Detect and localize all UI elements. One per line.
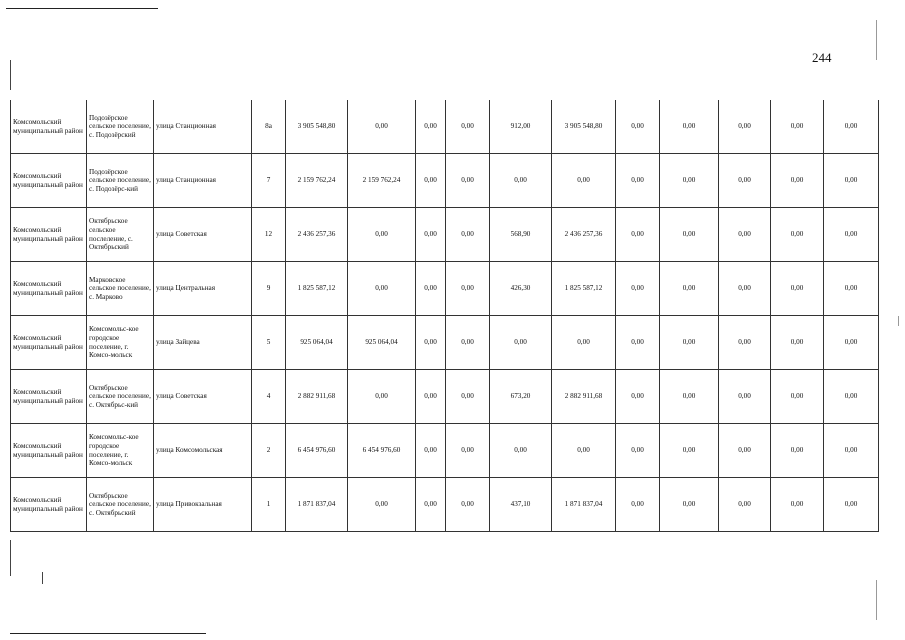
district-cell: Комсомольский муниципальный район: [11, 154, 87, 208]
amount-cell: 0,00: [660, 370, 719, 424]
settlement-cell: Марковское сельское поселение, с. Марково: [87, 262, 154, 316]
table-row: [11, 100, 879, 154]
settlement-cell: Октябрьское сельское поселение, с. Октябрьский: [87, 478, 154, 532]
amount-cell: 0,00: [348, 208, 416, 262]
amount-cell: 673,20: [490, 370, 552, 424]
amount-cell: 925 064,04: [348, 316, 416, 370]
table-row: [11, 424, 879, 478]
amount-cell: 0,00: [719, 100, 771, 154]
amount-cell: 0,00: [719, 370, 771, 424]
amount-cell: 0,00: [824, 100, 879, 154]
amount-cell: 0,00: [660, 208, 719, 262]
amount-cell: 1 825 587,12: [286, 262, 348, 316]
amount-cell: 0,00: [660, 100, 719, 154]
amount-cell: 0,00: [616, 262, 660, 316]
street-cell: улица Станционная: [154, 154, 252, 208]
amount-cell: 0,00: [348, 478, 416, 532]
amount-cell: 0,00: [446, 100, 490, 154]
amount-cell: 0,00: [824, 262, 879, 316]
amount-cell: 0,00: [824, 208, 879, 262]
amount-cell: 0,00: [552, 154, 616, 208]
amount-cell: 0,00: [416, 316, 446, 370]
amount-cell: 0,00: [771, 100, 824, 154]
amount-cell: 0,00: [446, 208, 490, 262]
amount-cell: 0,00: [660, 316, 719, 370]
settlement-cell: Комсомольс-кое городское поселение, г. Комсо-мольск: [87, 316, 154, 370]
amount-cell: 1 825 587,12: [552, 262, 616, 316]
amount-cell: 0,00: [348, 262, 416, 316]
amount-cell: 2 882 911,68: [286, 370, 348, 424]
amount-cell: 0,00: [490, 154, 552, 208]
amount-cell: 0,00: [616, 370, 660, 424]
house-number-cell: 7: [252, 154, 286, 208]
amount-cell: 0,00: [660, 154, 719, 208]
amount-cell: 0,00: [616, 100, 660, 154]
bottom-rule: [10, 633, 206, 634]
amount-cell: 0,00: [771, 424, 824, 478]
house-number-cell: 5: [252, 316, 286, 370]
street-cell: улица Станционная: [154, 100, 252, 154]
settlement-cell: Подозёрское сельское поселение, с. Подозёрский: [87, 100, 154, 154]
amount-cell: 0,00: [616, 154, 660, 208]
amount-cell: 0,00: [719, 262, 771, 316]
district-cell: Комсомольский муниципальный район: [11, 424, 87, 478]
amount-cell: 0,00: [719, 208, 771, 262]
amount-cell: 2 436 257,36: [286, 208, 348, 262]
amount-cell: 0,00: [616, 478, 660, 532]
top-rule: [6, 8, 158, 9]
house-number-cell: 2: [252, 424, 286, 478]
amount-cell: 2 159 762,24: [286, 154, 348, 208]
house-number-cell: 1: [252, 478, 286, 532]
amount-cell: 3 905 548,80: [286, 100, 348, 154]
amount-cell: 925 064,04: [286, 316, 348, 370]
district-cell: Комсомольский муниципальный район: [11, 370, 87, 424]
amount-cell: 0,00: [824, 424, 879, 478]
amount-cell: 0,00: [771, 316, 824, 370]
margin-mark: [42, 572, 43, 584]
amount-cell: 0,00: [446, 370, 490, 424]
amount-cell: 0,00: [616, 208, 660, 262]
amount-cell: 437,10: [490, 478, 552, 532]
table-row: [11, 262, 879, 316]
amount-cell: 0,00: [446, 316, 490, 370]
amount-cell: 0,00: [824, 478, 879, 532]
amount-cell: 0,00: [824, 370, 879, 424]
amount-cell: 1 871 837,04: [286, 478, 348, 532]
margin-mark: [10, 540, 11, 576]
settlement-cell: Октябрьское сельское послелениe, с. Октябрьский: [87, 208, 154, 262]
table-row: [11, 316, 879, 370]
amount-cell: 0,00: [552, 424, 616, 478]
margin-mark: [10, 60, 11, 90]
amount-cell: 0,00: [660, 478, 719, 532]
amount-cell: 0,00: [446, 262, 490, 316]
street-cell: улица Советская: [154, 208, 252, 262]
house-number-cell: 8а: [252, 100, 286, 154]
amount-cell: 1 871 837,04: [552, 478, 616, 532]
margin-mark: [876, 580, 877, 620]
amount-cell: 0,00: [446, 478, 490, 532]
amount-cell: 0,00: [416, 100, 446, 154]
amount-cell: 0,00: [824, 154, 879, 208]
amount-cell: 0,00: [719, 424, 771, 478]
amount-cell: 0,00: [490, 316, 552, 370]
amount-cell: 3 905 548,80: [552, 100, 616, 154]
amount-cell: 0,00: [771, 262, 824, 316]
amount-cell: 0,00: [771, 478, 824, 532]
amount-cell: 426,30: [490, 262, 552, 316]
table-row: [11, 370, 879, 424]
table-row: [11, 208, 879, 262]
amount-cell: 0,00: [660, 424, 719, 478]
settlement-cell: Октябрьское сельское поселение, с. Октябрьс-кий: [87, 370, 154, 424]
amount-cell: 6 454 976,60: [286, 424, 348, 478]
amount-cell: 0,00: [719, 154, 771, 208]
amount-cell: 0,00: [660, 262, 719, 316]
amount-cell: 0,00: [616, 424, 660, 478]
house-number-cell: 12: [252, 208, 286, 262]
house-number-cell: 9: [252, 262, 286, 316]
amount-cell: 0,00: [771, 154, 824, 208]
amount-cell: 0,00: [416, 154, 446, 208]
district-cell: Комсомольский муниципальный район: [11, 478, 87, 532]
amount-cell: 6 454 976,60: [348, 424, 416, 478]
district-cell: Комсомольский муниципальный район: [11, 208, 87, 262]
amount-cell: 0,00: [348, 370, 416, 424]
amount-cell: 0,00: [416, 262, 446, 316]
settlement-cell: Подозёрское сельское поселение, с. Подозёрс-кий: [87, 154, 154, 208]
amount-cell: 0,00: [771, 370, 824, 424]
street-cell: улица Советская: [154, 370, 252, 424]
amount-cell: 0,00: [824, 316, 879, 370]
margin-mark: [876, 20, 877, 60]
table-row: [11, 478, 879, 532]
house-number-cell: 4: [252, 370, 286, 424]
street-cell: улица Комсомольская: [154, 424, 252, 478]
amount-cell: 0,00: [416, 208, 446, 262]
amount-cell: 2 436 257,36: [552, 208, 616, 262]
district-cell: Комсомольский муниципальный район: [11, 316, 87, 370]
page-number: 244: [812, 50, 832, 65]
amount-cell: 0,00: [416, 424, 446, 478]
settlement-cell: Комсомольс-кое городское поселение, г. Комсо-мольск: [87, 424, 154, 478]
street-cell: улица Центральная: [154, 262, 252, 316]
district-cell: Комсомольский муниципальный район: [11, 100, 87, 154]
amount-cell: 0,00: [416, 370, 446, 424]
amount-cell: 0,00: [490, 424, 552, 478]
amount-cell: 0,00: [552, 316, 616, 370]
amount-cell: 0,00: [616, 316, 660, 370]
amount-cell: 0,00: [719, 478, 771, 532]
district-cell: Комсомольский муниципальный район: [11, 262, 87, 316]
amount-cell: 0,00: [719, 316, 771, 370]
amount-cell: 2 159 762,24: [348, 154, 416, 208]
amount-cell: 912,00: [490, 100, 552, 154]
street-cell: улица Привокзальная: [154, 478, 252, 532]
amount-cell: 2 882 911,68: [552, 370, 616, 424]
street-cell: улица Зайцева: [154, 316, 252, 370]
margin-mark: [898, 316, 899, 326]
table-row: [11, 154, 879, 208]
data-table: [10, 100, 879, 532]
amount-cell: 0,00: [348, 100, 416, 154]
amount-cell: 0,00: [416, 478, 446, 532]
amount-cell: 568,90: [490, 208, 552, 262]
amount-cell: 0,00: [771, 208, 824, 262]
amount-cell: 0,00: [446, 154, 490, 208]
amount-cell: 0,00: [446, 424, 490, 478]
